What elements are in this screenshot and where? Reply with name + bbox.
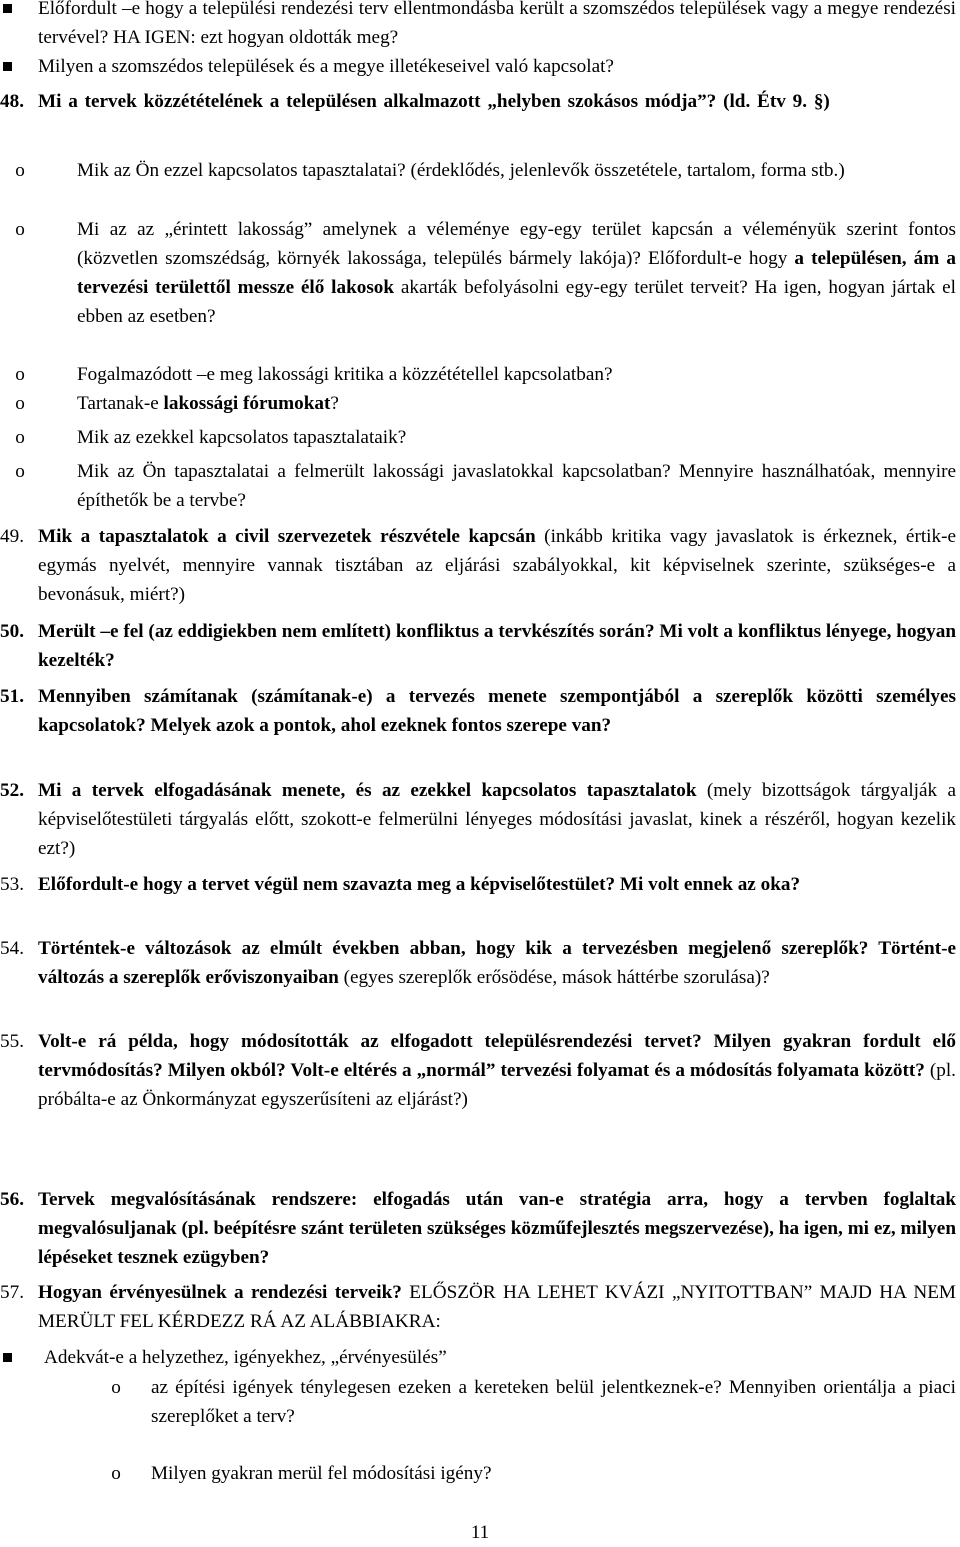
square-bullet-icon: [3, 62, 12, 71]
question-55: 55. Volt-e rá példa, hogy módosították az elfogadott településrendezési tervet? Milyen gyakran fordult elő tervmódosítás? Milyen okból? Volt-e eltérés a „normál” tervezési folyamat és a módosítás folyamata között? (pl. próbálta-e az Önkormányzat egyszerűsíteni az eljárást?): [0, 1031, 956, 1110]
sub-item: o Mik az Ön tapasztalatai a felmerült lakossági javaslatokkal kapcsolatban? Mennyire használhatóak, mennyire építhetők be a tervbe?: [0, 457, 960, 515]
sub-item: o Milyen gyakran merül fel módosítási igény?: [0, 1459, 960, 1488]
question-57: 57. Hogyan érvényesülnek a rendezési terveik? ELŐSZÖR HA LEHET KVÁZI „NYITOTTBAN” MAJD HA NEM MERÜLT FEL KÉRDEZZ RÁ AZ ALÁBBIAKRA:: [0, 1282, 956, 1332]
circle-bullet-icon: o: [15, 427, 25, 448]
question-49: 49. Mik a tapasztalatok a civil szervezetek részvétele kapcsán (inkább kritika vagy javaslatok is érkeznek, értik-e egymás nyelvét, mennyire vannak tisztában az eljárási szabályokkal, kit képviselnek szerinte, szükséges-e a bevonásuk, miért?): [0, 526, 956, 605]
sub-item: o Mi az az „érintett lakosság” amelynek a véleménye egy-egy terület kapcsán a véleményük szerint fontos (közvetlen szomszédság, környék lakossága, település bármely lakója)? Előfordult-e hogy a településen, ám a tervezési területtől messze élő lakosok akarták befolyásolni egy-egy terület terveit? Ha igen, hogyan jártak el ebben az esetben?: [0, 215, 960, 331]
square-bullet-icon: [3, 1353, 12, 1362]
circle-bullet-icon: o: [15, 160, 25, 181]
sub-item: o Mik az ezekkel kapcsolatos tapasztalataik?: [0, 423, 960, 452]
question-48: 48. Mi a tervek közzétételének a településen alkalmazott „helyben szokásos módja”? (ld. Étv 9. §): [0, 91, 830, 112]
sub-item: o Tartanak-e lakossági fórumokat?: [0, 389, 960, 418]
bullet-item: Adekvát-e a helyzethez, igényekhez, „érvényesülés”: [0, 1343, 960, 1372]
question-52: 52. Mi a tervek elfogadásának menete, és az ezekkel kapcsolatos tapasztalatok (mely bizottságok tárgyalják a képviselőtestületi tárgyalás előtt, szokott-e felmerülni lényeges módosítási javaslat, kinek a részéről, hogyan kezelik ezt?): [0, 780, 956, 859]
circle-bullet-icon: o: [15, 364, 25, 385]
question-56: 56. Tervek megvalósításának rendszere: elfogadás után van-e stratégia arra, hogy a tervben foglaltak megvalósuljanak (pl. beépítésre szánt területen szükséges közműfejlesztés megszervezése), ha igen, mi ez, milyen lépéseket tesznek ezügyben?: [0, 1189, 956, 1268]
page-number: 11: [470, 1522, 490, 1543]
question-51: 51. Mennyiben számítanak (számítanak-e) a tervezés menete szempontjából a szereplők közötti személyes kapcsolatok? Melyek azok a pontok, ahol ezeknek fontos szerepe van?: [0, 686, 956, 736]
bullet-item: Előfordult –e hogy a települési rendezési terv ellentmondásba került a szomszédos települések vagy a megye rendezési tervével? HA IGEN: ezt hogyan oldották meg?: [0, 0, 960, 52]
question-54: 54. Történtek-e változások az elmúlt években abban, hogy kik a tervezésben megjelenő szereplők? Történt-e változás a szereplők erőviszonyaiban (egyes szereplők erősödése, mások háttérbe szorulása)?: [0, 938, 956, 988]
sub-item: o Fogalmazódott –e meg lakossági kritika a közzététellel kapcsolatban?: [0, 360, 960, 389]
circle-bullet-icon: o: [111, 1463, 121, 1484]
square-bullet-icon: [3, 4, 12, 13]
circle-bullet-icon: o: [111, 1377, 121, 1398]
circle-bullet-icon: o: [15, 393, 25, 414]
bullet-item: Milyen a szomszédos települések és a megye illetékeseivel való kapcsolat?: [0, 52, 960, 81]
circle-bullet-icon: o: [15, 219, 25, 240]
circle-bullet-icon: o: [15, 461, 25, 482]
sub-item: o Mik az Ön ezzel kapcsolatos tapasztalatai? (érdeklődés, jelenlevők összetétele, tartalom, forma stb.): [0, 156, 960, 185]
question-50: 50. Merült –e fel (az eddigiekben nem említett) konfliktus a tervkészítés során? Mi volt a konfliktus lényege, hogyan kezelték?: [0, 621, 956, 671]
question-53: 53. Előfordult-e hogy a tervet végül nem szavazta meg a képviselőtestület? Mi volt ennek az oka?: [0, 874, 801, 895]
sub-item: o az építési igények ténylegesen ezeken a kereteken belül jelentkeznek-e? Mennyiben orientálja a piaci szereplőket a terv?: [0, 1373, 960, 1431]
